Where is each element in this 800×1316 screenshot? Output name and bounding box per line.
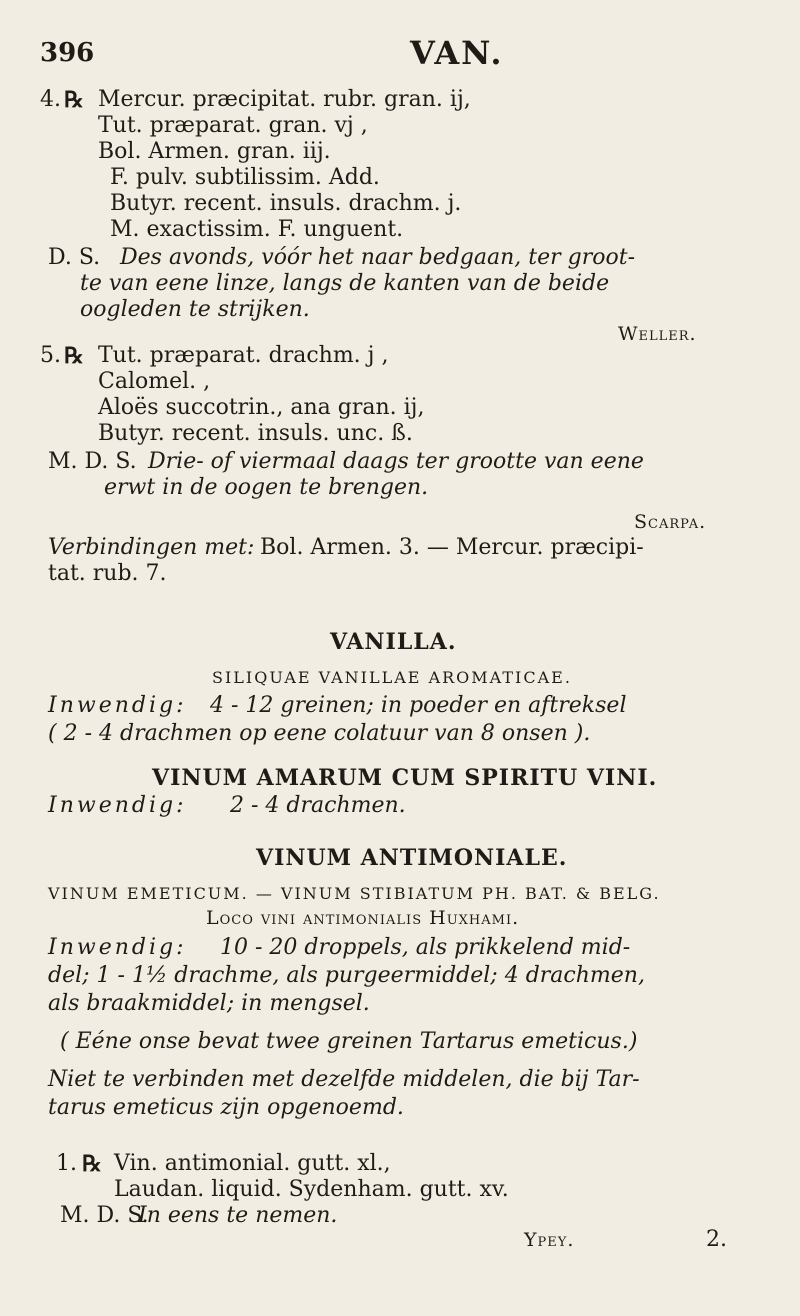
- composition-note: ( Eéne onse bevat twee greinen Tartarus emeticus.): [60, 1029, 638, 1054]
- usage-label: Inwendig:: [48, 693, 187, 718]
- usage-text: del; 1 - 1½ drachme, als purgeermiddel; 4 drachmen,: [48, 963, 645, 988]
- recipe-author: Ypey.: [524, 1229, 575, 1251]
- signa-text: Drie- of viermaal daags ter grootte van eene: [148, 449, 644, 474]
- usage-text: 4 - 12 greinen; in poeder en aftreksel: [210, 693, 627, 718]
- page-number: 396: [40, 38, 95, 68]
- section-title: VANILLA.: [330, 629, 457, 655]
- recipe-line: M. exactissim. F. unguent.: [110, 217, 404, 242]
- recipe-symbol: ℞: [64, 343, 84, 369]
- signa-text: oogleden te strijken.: [80, 297, 310, 322]
- recipe-line: Mercur. præcipitat. rubr. gran. ij,: [98, 87, 471, 112]
- usage-label: Inwendig:: [48, 793, 187, 818]
- warning-text: Niet te verbinden met dezelfde middelen, die bij Tar-: [48, 1067, 640, 1092]
- combinations-text: tat. rub. 7.: [48, 561, 167, 586]
- synonym-line: VINUM EMETICUM. — VINUM STIBIATUM PH. BAT. & BELG.: [48, 884, 661, 903]
- recipe-line: Tut. præparat. gran. vj ,: [98, 113, 368, 138]
- recipe-line: Tut. præparat. drachm. j ,: [98, 343, 389, 368]
- signa-text: Des avonds, vóór het naar bedgaan, ter groot-: [120, 245, 636, 270]
- recipe-line: Vin. antimonial. gutt. xl.,: [114, 1151, 391, 1176]
- recipe-author: Scarpa.: [634, 511, 707, 533]
- usage-text: ( 2 - 4 drachmen op eene colatuur van 8 onsen ).: [48, 721, 591, 746]
- recipe-line: F. pulv. subtilissim. Add.: [110, 165, 380, 190]
- usage-text: 2 - 4 drachmen.: [230, 793, 406, 818]
- synonym-line: Loco vini antimonialis Huxhami.: [206, 907, 520, 929]
- combinations-label: Verbindingen met:: [48, 535, 255, 560]
- signa-text: In eens te nemen.: [138, 1203, 338, 1228]
- recipe-line: Calomel. ,: [98, 369, 211, 394]
- recipe-symbol: ℞: [82, 1151, 102, 1177]
- recipe-line: Aloës succotrin., ana gran. ij,: [98, 395, 425, 420]
- combinations-text: Bol. Armen. 3. — Mercur. præcipi-: [260, 535, 644, 560]
- recipe-number: 4.: [40, 87, 61, 112]
- signa-label: M. D. S.: [48, 449, 137, 474]
- signa-text: erwt in de oogen te brengen.: [104, 475, 429, 500]
- recipe-number: 2.: [706, 1227, 727, 1252]
- recipe-number: 1.: [56, 1151, 77, 1176]
- running-title: VAN.: [410, 34, 504, 72]
- signa-label: M. D. S.: [60, 1203, 149, 1228]
- recipe-symbol: ℞: [64, 87, 84, 113]
- section-title: VINUM AMARUM CUM SPIRITU VINI.: [152, 765, 658, 791]
- usage-text: als braakmiddel; in mengsel.: [48, 991, 370, 1016]
- section-subtitle: SILIQUAE VANILLAE AROMATICAE.: [212, 668, 572, 687]
- signa-text: te van eene linze, langs de kanten van de beide: [80, 271, 610, 296]
- recipe-line: Butyr. recent. insuls. drachm. j.: [110, 191, 462, 216]
- recipe-line: Butyr. recent. insuls. unc. ß.: [98, 421, 413, 446]
- usage-text: 10 - 20 droppels, als prikkelend mid-: [220, 935, 631, 960]
- recipe-author: Weller.: [618, 323, 697, 345]
- signa-label: D. S.: [48, 245, 101, 270]
- warning-text: tarus emeticus zijn opgenoemd.: [48, 1095, 404, 1120]
- section-title: VINUM ANTIMONIALE.: [256, 845, 568, 871]
- usage-label: Inwendig:: [48, 935, 187, 960]
- recipe-number: 5.: [40, 343, 61, 368]
- recipe-line: Laudan. liquid. Sydenham. gutt. xv.: [114, 1177, 509, 1202]
- recipe-line: Bol. Armen. gran. iij.: [98, 139, 331, 164]
